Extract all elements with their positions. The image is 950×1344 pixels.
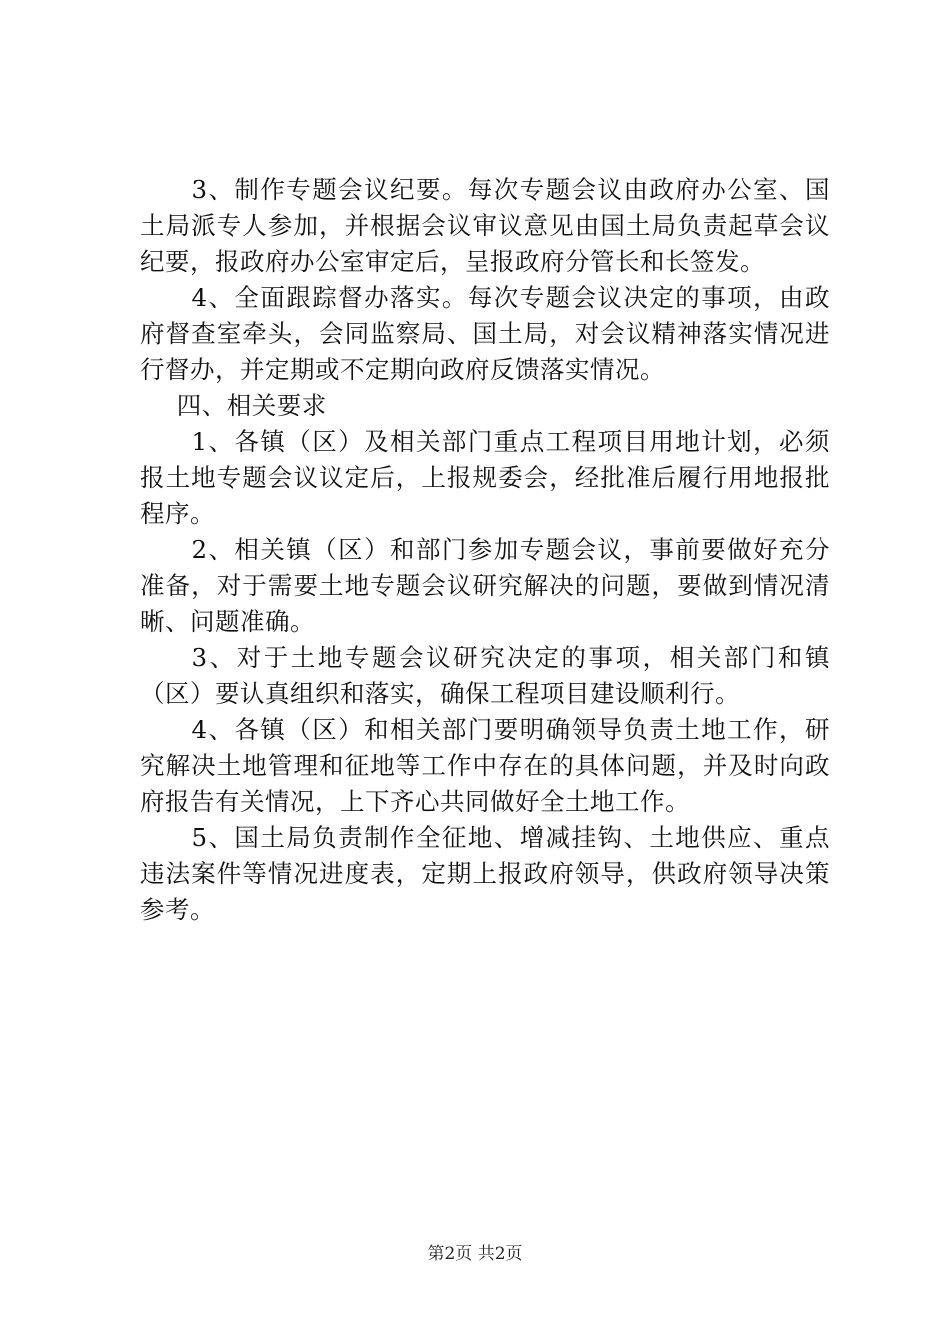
document-body	[140, 172, 830, 928]
paragraph-requirement-4: 4、各镇（区）和相关部门要明确领导负责土地工作，研究解决土地管理和征地等工作中存在的具体问题，并及时向政府报告有关情况，上下齐心共同做好全土地工作。	[140, 715, 830, 816]
paragraph-requirement-5: 5、国土局负责制作全征地、增减挂钩、土地供应、重点违法案件等情况进度表，定期上报政府领导，供政府领导决策参考。	[140, 823, 830, 924]
paragraph-requirement-2: 2、相关镇（区）和部门参加专题会议，事前要做好充分准备，对于需要土地专题会议研究解决的问题，要做到情况清晰、问题准确。	[140, 535, 830, 636]
paragraph-requirement-1: 1、各镇（区）及相关部门重点工程项目用地计划，必须报土地专题会议议定后，上报规委会，经批准后履行用地报批程序。	[140, 427, 830, 528]
paragraph-requirement-3: 3、对于土地专题会议研究决定的事项，相关部门和镇（区）要认真组织和落实，确保工程项目建设顺利行。	[140, 643, 830, 708]
paragraph-supervision: 4、全面跟踪督办落实。每次专题会议决定的事项，由政府督查室牵头，会同监察局、国土局，对会议精神落实情况进行督办，并定期或不定期向政府反馈落实情况。	[140, 283, 830, 384]
paragraph-meeting-minutes: 3、制作专题会议纪要。每次专题会议由政府办公室、国土局派专人参加，并根据会议审议意见由国土局负责起草会议纪要，报政府办公室审定后，呈报政府分管长和长签发。	[140, 175, 830, 276]
page-number-footer: 第2页 共2页	[427, 1244, 523, 1264]
section-heading-requirements: 四、相关要求	[176, 391, 327, 420]
